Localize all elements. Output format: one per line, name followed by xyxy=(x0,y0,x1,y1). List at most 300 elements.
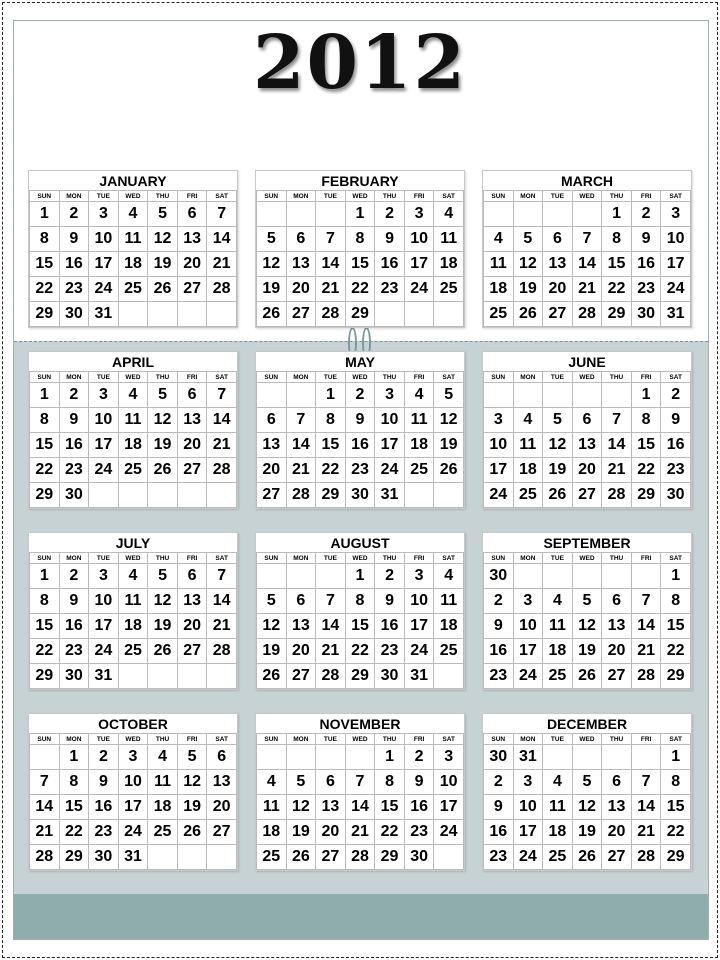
day-cell: 21 xyxy=(207,614,237,639)
month-table xyxy=(256,552,464,689)
day-cell: 25 xyxy=(118,639,148,664)
month-name: MAY xyxy=(345,354,375,370)
day-cell: 26 xyxy=(148,277,178,302)
week-row xyxy=(484,820,691,845)
month-april xyxy=(28,351,238,509)
day-cell: 7 xyxy=(316,227,346,252)
day-cell xyxy=(207,845,237,870)
day-cell: 10 xyxy=(661,227,691,252)
day-cell: 4 xyxy=(118,202,148,227)
day-cell: 10 xyxy=(484,433,514,458)
day-cell: 17 xyxy=(118,795,148,820)
day-cell: 19 xyxy=(543,458,573,483)
day-cell: 30 xyxy=(89,845,119,870)
month-july xyxy=(28,532,238,690)
day-cell: 16 xyxy=(661,433,691,458)
day-cell: 27 xyxy=(316,845,346,870)
day-cell: 16 xyxy=(404,795,434,820)
weekday-label: SUN xyxy=(257,734,287,745)
weekday-label: TUE xyxy=(543,191,573,202)
weekday-label: WED xyxy=(572,734,602,745)
weekday-label: SUN xyxy=(484,372,514,383)
day-cell xyxy=(543,745,573,770)
week-row xyxy=(484,564,691,589)
day-cell: 21 xyxy=(345,820,375,845)
day-cell: 28 xyxy=(207,639,237,664)
day-cell: 7 xyxy=(602,408,632,433)
week-row xyxy=(484,252,691,277)
day-cell: 3 xyxy=(89,202,119,227)
day-cell: 24 xyxy=(404,639,434,664)
day-cell: 8 xyxy=(661,770,691,795)
day-cell xyxy=(404,302,434,327)
month-table xyxy=(29,552,237,689)
day-cell: 5 xyxy=(148,564,178,589)
day-cell: 24 xyxy=(484,483,514,508)
day-cell xyxy=(631,745,661,770)
day-cell: 3 xyxy=(118,745,148,770)
day-cell: 7 xyxy=(207,564,237,589)
day-cell: 28 xyxy=(316,302,346,327)
day-cell: 2 xyxy=(375,202,405,227)
day-cell: 30 xyxy=(484,745,514,770)
weekday-label: MON xyxy=(513,553,543,564)
week-row xyxy=(30,408,237,433)
day-cell: 11 xyxy=(257,795,287,820)
weekday-label: SUN xyxy=(257,553,287,564)
week-row xyxy=(257,845,464,870)
day-cell: 11 xyxy=(543,795,573,820)
day-cell: 26 xyxy=(543,483,573,508)
bottom-band xyxy=(14,894,708,940)
weekday-label: THU xyxy=(148,372,178,383)
day-cell: 14 xyxy=(207,589,237,614)
week-row xyxy=(484,639,691,664)
day-cell xyxy=(602,564,632,589)
day-cell: 11 xyxy=(484,252,514,277)
day-cell: 29 xyxy=(59,845,89,870)
day-cell: 22 xyxy=(602,277,632,302)
week-row xyxy=(257,614,464,639)
day-cell: 19 xyxy=(572,820,602,845)
weekday-label: SAT xyxy=(207,191,237,202)
weekday-header-row xyxy=(257,734,464,745)
day-cell: 18 xyxy=(118,252,148,277)
day-cell: 25 xyxy=(118,458,148,483)
day-cell: 5 xyxy=(513,227,543,252)
day-cell xyxy=(207,483,237,508)
week-row xyxy=(257,745,464,770)
day-cell xyxy=(434,302,464,327)
week-row xyxy=(257,277,464,302)
day-cell: 27 xyxy=(177,458,207,483)
day-cell: 24 xyxy=(118,820,148,845)
month-table xyxy=(29,190,237,327)
day-cell: 5 xyxy=(148,383,178,408)
week-row xyxy=(30,639,237,664)
day-cell: 11 xyxy=(434,227,464,252)
day-cell: 26 xyxy=(286,845,316,870)
day-cell: 4 xyxy=(434,202,464,227)
day-cell: 16 xyxy=(484,820,514,845)
week-row xyxy=(257,820,464,845)
day-cell: 23 xyxy=(59,277,89,302)
weekday-header-row xyxy=(257,372,464,383)
day-cell: 13 xyxy=(543,252,573,277)
day-cell: 27 xyxy=(286,302,316,327)
day-cell: 13 xyxy=(602,795,632,820)
month-june xyxy=(482,351,692,509)
weekday-label: SUN xyxy=(30,191,60,202)
week-row xyxy=(257,433,464,458)
day-cell: 30 xyxy=(404,845,434,870)
day-cell xyxy=(207,664,237,689)
day-cell: 16 xyxy=(59,433,89,458)
day-cell: 23 xyxy=(375,639,405,664)
day-cell: 6 xyxy=(177,564,207,589)
weekday-label: MON xyxy=(513,372,543,383)
day-cell: 2 xyxy=(59,383,89,408)
day-cell: 11 xyxy=(118,408,148,433)
day-cell: 20 xyxy=(207,795,237,820)
week-row xyxy=(257,302,464,327)
weekday-label: THU xyxy=(602,372,632,383)
day-cell: 12 xyxy=(572,614,602,639)
day-cell: 17 xyxy=(513,639,543,664)
day-cell: 17 xyxy=(661,252,691,277)
day-cell: 23 xyxy=(404,820,434,845)
day-cell: 21 xyxy=(316,277,346,302)
day-cell xyxy=(257,202,287,227)
day-cell: 20 xyxy=(177,252,207,277)
day-cell: 8 xyxy=(375,770,405,795)
day-cell: 9 xyxy=(661,408,691,433)
day-cell: 22 xyxy=(30,639,60,664)
month-september xyxy=(482,532,692,690)
day-cell xyxy=(434,483,464,508)
weekday-label: SAT xyxy=(207,553,237,564)
day-cell: 8 xyxy=(30,589,60,614)
weekday-label: WED xyxy=(345,734,375,745)
day-cell: 4 xyxy=(434,564,464,589)
day-cell: 21 xyxy=(602,458,632,483)
month-name: NOVEMBER xyxy=(319,716,401,732)
day-cell: 2 xyxy=(484,589,514,614)
day-cell: 9 xyxy=(375,589,405,614)
day-cell xyxy=(177,302,207,327)
day-cell xyxy=(177,483,207,508)
week-row xyxy=(30,795,237,820)
month-name: FEBRUARY xyxy=(321,173,399,189)
weekday-label: FRI xyxy=(404,372,434,383)
day-cell: 2 xyxy=(345,383,375,408)
month-october xyxy=(28,713,238,871)
weekday-label: WED xyxy=(572,553,602,564)
weekday-label: FRI xyxy=(177,553,207,564)
day-cell: 13 xyxy=(286,252,316,277)
day-cell: 2 xyxy=(89,745,119,770)
month-august xyxy=(255,532,465,690)
weekday-label: FRI xyxy=(404,191,434,202)
day-cell: 13 xyxy=(177,589,207,614)
day-cell: 13 xyxy=(177,227,207,252)
day-cell: 6 xyxy=(572,408,602,433)
day-cell: 18 xyxy=(148,795,178,820)
day-cell: 5 xyxy=(286,770,316,795)
day-cell: 28 xyxy=(602,483,632,508)
day-cell: 18 xyxy=(404,433,434,458)
day-cell: 1 xyxy=(375,745,405,770)
month-name: JANUARY xyxy=(99,173,167,189)
weekday-label: FRI xyxy=(404,553,434,564)
year-title: 2012 xyxy=(253,20,467,106)
day-cell: 7 xyxy=(631,770,661,795)
month-name: AUGUST xyxy=(330,535,390,551)
day-cell: 7 xyxy=(572,227,602,252)
day-cell xyxy=(631,564,661,589)
day-cell: 2 xyxy=(661,383,691,408)
week-row xyxy=(30,277,237,302)
day-cell xyxy=(543,564,573,589)
day-cell: 27 xyxy=(602,664,632,689)
week-row xyxy=(30,564,237,589)
weekday-label: SAT xyxy=(661,734,691,745)
weekday-label: MON xyxy=(59,372,89,383)
weekday-label: WED xyxy=(572,191,602,202)
day-cell: 30 xyxy=(59,483,89,508)
day-cell: 1 xyxy=(661,745,691,770)
day-cell xyxy=(286,202,316,227)
weekday-label: MON xyxy=(59,734,89,745)
day-cell: 18 xyxy=(118,614,148,639)
day-cell: 16 xyxy=(89,795,119,820)
month-name: DECEMBER xyxy=(546,716,628,732)
day-cell: 17 xyxy=(89,252,119,277)
day-cell: 28 xyxy=(631,664,661,689)
day-cell: 23 xyxy=(375,277,405,302)
day-cell: 15 xyxy=(375,795,405,820)
day-cell: 18 xyxy=(434,252,464,277)
day-cell xyxy=(148,302,178,327)
day-cell xyxy=(286,564,316,589)
day-cell: 3 xyxy=(513,770,543,795)
day-cell: 15 xyxy=(345,614,375,639)
day-cell: 5 xyxy=(572,589,602,614)
day-cell: 2 xyxy=(631,202,661,227)
day-cell: 26 xyxy=(257,302,287,327)
day-cell: 5 xyxy=(177,745,207,770)
day-cell: 4 xyxy=(118,564,148,589)
day-cell xyxy=(30,745,60,770)
day-cell: 19 xyxy=(148,252,178,277)
day-cell: 14 xyxy=(286,433,316,458)
weekday-label: SUN xyxy=(484,191,514,202)
day-cell: 8 xyxy=(631,408,661,433)
day-cell: 17 xyxy=(404,614,434,639)
day-cell: 25 xyxy=(404,458,434,483)
weekday-label: SUN xyxy=(484,553,514,564)
day-cell: 8 xyxy=(316,408,346,433)
day-cell: 22 xyxy=(661,639,691,664)
day-cell xyxy=(513,383,543,408)
day-cell: 10 xyxy=(434,770,464,795)
month-name: JULY xyxy=(115,535,151,551)
day-cell: 13 xyxy=(316,795,346,820)
day-cell xyxy=(434,664,464,689)
day-cell: 22 xyxy=(345,639,375,664)
day-cell: 2 xyxy=(59,202,89,227)
week-row xyxy=(257,639,464,664)
weekday-label: MON xyxy=(286,372,316,383)
day-cell: 16 xyxy=(484,639,514,664)
day-cell: 22 xyxy=(316,458,346,483)
day-cell: 28 xyxy=(30,845,60,870)
day-cell: 4 xyxy=(484,227,514,252)
day-cell: 12 xyxy=(257,252,287,277)
week-row xyxy=(484,277,691,302)
day-cell: 29 xyxy=(661,845,691,870)
day-cell: 16 xyxy=(375,252,405,277)
weekday-label: THU xyxy=(148,553,178,564)
day-cell: 20 xyxy=(177,614,207,639)
month-table xyxy=(29,733,237,870)
weekday-label: SAT xyxy=(661,553,691,564)
weekday-label: TUE xyxy=(89,553,119,564)
week-row xyxy=(30,614,237,639)
day-cell: 10 xyxy=(513,614,543,639)
day-cell: 18 xyxy=(257,820,287,845)
day-cell: 24 xyxy=(661,277,691,302)
week-row xyxy=(484,383,691,408)
weekday-label: WED xyxy=(345,372,375,383)
day-cell: 29 xyxy=(345,664,375,689)
month-december xyxy=(482,713,692,871)
week-row xyxy=(30,483,237,508)
weekday-label: WED xyxy=(118,553,148,564)
day-cell: 19 xyxy=(434,433,464,458)
week-row xyxy=(257,227,464,252)
day-cell: 23 xyxy=(661,458,691,483)
day-cell: 11 xyxy=(434,589,464,614)
day-cell: 19 xyxy=(257,277,287,302)
day-cell: 9 xyxy=(375,227,405,252)
day-cell: 22 xyxy=(30,458,60,483)
day-cell: 15 xyxy=(30,433,60,458)
day-cell: 8 xyxy=(30,408,60,433)
day-cell: 8 xyxy=(345,227,375,252)
day-cell: 7 xyxy=(207,383,237,408)
week-row xyxy=(257,252,464,277)
day-cell: 1 xyxy=(316,383,346,408)
week-row xyxy=(484,770,691,795)
weekday-label: FRI xyxy=(631,191,661,202)
day-cell: 3 xyxy=(404,202,434,227)
day-cell: 15 xyxy=(602,252,632,277)
day-cell: 14 xyxy=(631,614,661,639)
day-cell xyxy=(118,302,148,327)
day-cell: 10 xyxy=(89,589,119,614)
weekday-label: FRI xyxy=(631,553,661,564)
day-cell: 31 xyxy=(89,664,119,689)
day-cell: 26 xyxy=(148,458,178,483)
day-cell: 14 xyxy=(207,227,237,252)
weekday-header-row xyxy=(30,372,237,383)
weekday-label: WED xyxy=(118,372,148,383)
weekday-label: FRI xyxy=(177,372,207,383)
day-cell: 7 xyxy=(207,202,237,227)
day-cell: 16 xyxy=(631,252,661,277)
weekday-header-row xyxy=(484,553,691,564)
weekday-label: MON xyxy=(513,734,543,745)
day-cell: 8 xyxy=(602,227,632,252)
week-row xyxy=(30,820,237,845)
day-cell: 24 xyxy=(89,639,119,664)
day-cell: 20 xyxy=(602,820,632,845)
day-cell: 10 xyxy=(404,589,434,614)
day-cell xyxy=(257,383,287,408)
day-cell: 12 xyxy=(434,408,464,433)
day-cell: 16 xyxy=(59,614,89,639)
day-cell: 21 xyxy=(316,639,346,664)
day-cell: 20 xyxy=(316,820,346,845)
day-cell: 10 xyxy=(513,795,543,820)
day-cell: 26 xyxy=(572,664,602,689)
weekday-label: TUE xyxy=(89,372,119,383)
day-cell: 2 xyxy=(404,745,434,770)
day-cell: 21 xyxy=(207,433,237,458)
weekday-label: FRI xyxy=(404,734,434,745)
day-cell: 20 xyxy=(257,458,287,483)
day-cell xyxy=(177,664,207,689)
weekday-label: SUN xyxy=(30,734,60,745)
day-cell: 20 xyxy=(177,433,207,458)
day-cell: 19 xyxy=(572,639,602,664)
weekday-label: SAT xyxy=(434,553,464,564)
day-cell: 31 xyxy=(404,664,434,689)
day-cell: 26 xyxy=(177,820,207,845)
weekday-label: FRI xyxy=(631,372,661,383)
day-cell: 12 xyxy=(543,433,573,458)
weekday-label: TUE xyxy=(316,191,346,202)
day-cell: 7 xyxy=(316,589,346,614)
weekday-label: SAT xyxy=(207,372,237,383)
day-cell xyxy=(602,745,632,770)
day-cell: 19 xyxy=(177,795,207,820)
month-table xyxy=(483,190,691,327)
day-cell: 1 xyxy=(661,564,691,589)
day-cell xyxy=(118,483,148,508)
week-row xyxy=(30,433,237,458)
day-cell: 22 xyxy=(345,277,375,302)
day-cell: 24 xyxy=(89,458,119,483)
weekday-label: MON xyxy=(286,553,316,564)
day-cell: 7 xyxy=(631,589,661,614)
day-cell: 5 xyxy=(257,589,287,614)
day-cell: 30 xyxy=(484,564,514,589)
day-cell: 11 xyxy=(148,770,178,795)
week-row xyxy=(484,845,691,870)
day-cell: 9 xyxy=(631,227,661,252)
week-row xyxy=(484,795,691,820)
day-cell: 21 xyxy=(207,252,237,277)
day-cell: 29 xyxy=(30,483,60,508)
weekday-label: THU xyxy=(375,553,405,564)
weekday-label: SAT xyxy=(434,734,464,745)
day-cell xyxy=(434,845,464,870)
week-row xyxy=(484,227,691,252)
day-cell: 8 xyxy=(30,227,60,252)
day-cell: 3 xyxy=(661,202,691,227)
